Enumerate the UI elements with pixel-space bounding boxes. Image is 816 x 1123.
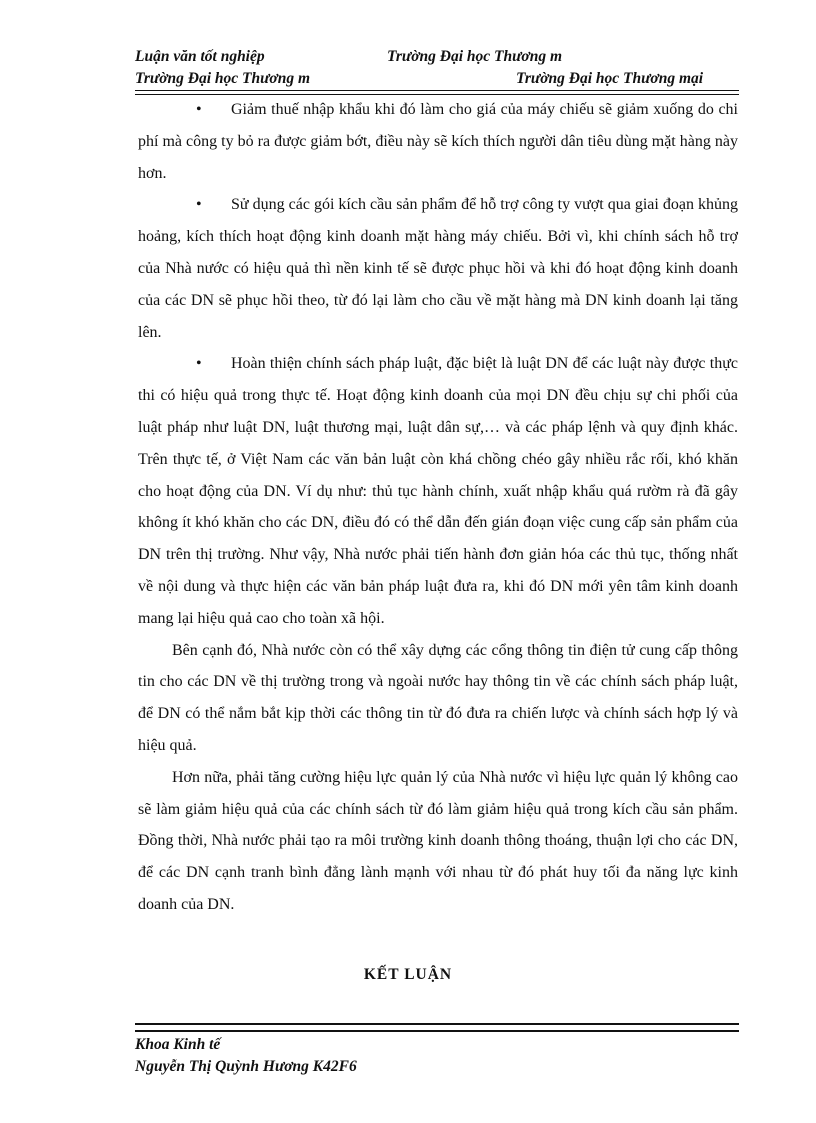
section-heading: KẾT LUẬN bbox=[363, 966, 453, 983]
bullet-icon: • bbox=[196, 101, 202, 118]
bullet-text: Giảm thuế nhập khẩu khi đó làm cho giá của máy chiếu sẽ giảm xuống do chi phí mà công ty bỏ ra được giảm bớt, điều này sẽ kích thích người dân tiêu dùng mặt hàng này hơn. bbox=[138, 101, 738, 182]
bullet-text: Sử dụng các gói kích cầu sản phẩm để hỗ trợ công ty vượt qua giai đoạn khủng hoảng, kích thích hoạt động kinh doanh mặt hàng máy chiếu. Bởi vì, khi chính sách hỗ trợ của Nhà nước có hiệu quả thì nền kinh tế sẽ được phục hồi và khi đó hoạt động kinh doanh của các DN sẽ phục hồi theo, từ đó lại làm cho cầu về mặt hàng mà DN kinh doanh lại tăng lên. bbox=[138, 196, 738, 341]
document-body bbox=[138, 94, 738, 921]
bullet-item bbox=[138, 348, 738, 634]
footer-rule bbox=[135, 1023, 739, 1032]
paragraph: Bên cạnh đó, Nhà nước còn có thể xây dựng các cổng thông tin điện tử cung cấp thông tin cho các DN về thị trường trong và ngoài nước hay thông tin về các chính sách pháp luật, để DN có thể nắm bắt kịp thời các thông tin từ đó đưa ra chiến lược và chính sách hợp lý và hiệu quả. bbox=[138, 641, 738, 754]
footer-author: Nguyễn Thị Quỳnh Hương K42F6 bbox=[135, 1058, 357, 1075]
header-school-name-left: Trường Đại học Thương m bbox=[135, 70, 311, 87]
header-thesis-label: Luận văn tốt nghiệp bbox=[135, 48, 265, 65]
header-school-name-center: Trường Đại học Thương m bbox=[387, 48, 563, 65]
bullet-icon: • bbox=[196, 355, 202, 373]
bullet-item bbox=[138, 189, 738, 348]
bullet-icon: • bbox=[196, 196, 202, 214]
paragraph: Hơn nữa, phải tăng cường hiệu lực quản lý của Nhà nước vì hiệu lực quản lý không cao sẽ làm giảm hiệu quả của các chính sách từ đó làm giảm hiệu quả trong kích cầu sản phẩm. Đồng thời, Nhà nước phải tạo ra môi trường kinh doanh thông thoáng, thuận lợi cho các DN, để các DN cạnh tranh bình đẳng lành mạnh với nhau từ đó phát huy tối đa năng lực kinh doanh của DN. bbox=[138, 768, 738, 913]
header-school-name-right: Trường Đại học Thương mại bbox=[516, 70, 704, 87]
bullet-item bbox=[138, 94, 738, 189]
bullet-text: Hoàn thiện chính sách pháp luật, đặc biệt là luật DN để các luật này được thực thi có hiệu quả trong thực tế. Hoạt động kinh doanh của mọi DN đều chịu sự chi phối của luật pháp như luật DN, luật thương mại, luật dân sự,… và các pháp lệnh và quy định khác. Trên thực tế, ở Việt Nam các văn bản luật còn khá chồng chéo gây nhiều rắc rối, khó khăn cho hoạt động của DN. Ví dụ như: thủ tục hành chính, xuất nhập khẩu quá rườm rà đã gây không ít khó khăn cho các DN, điều đó có thể dẫn đến gián đoạn việc cung cấp sản phẩm của DN trên thị trường. Như vậy, Nhà nước phải tiến hành đơn giản hóa các thủ tục, thống nhất về nội dung và thực hiện các văn bản pháp luật đưa ra, khi đó DN mới yên tâm kinh doanh mang lại hiệu quả cao cho toàn xã hội. bbox=[138, 355, 738, 627]
footer-faculty: Khoa Kinh tế bbox=[135, 1036, 221, 1053]
